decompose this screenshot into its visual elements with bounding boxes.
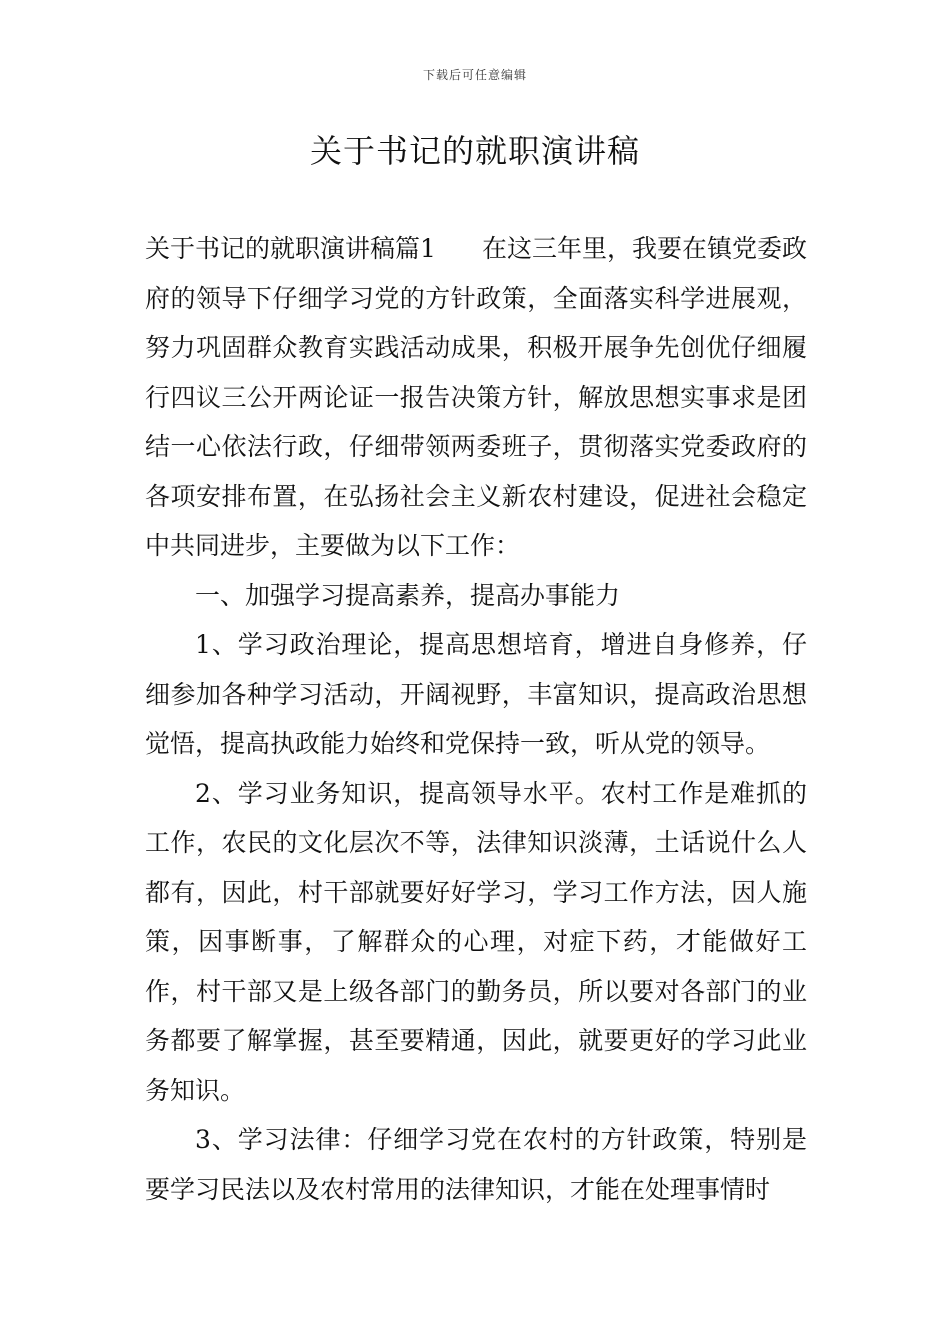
- section-heading: 一、加强学习提高素养，提高办事能力: [195, 580, 621, 610]
- paragraph-item-3: 3、学习法律：仔细学习党在农村的方针政策，特别是要学习民法以及农村常用的法律知识，才能在处理事情时: [145, 1125, 807, 1204]
- paragraph-item-2: 2、学习业务知识，提高领导水平。农村工作是难抓的工作，农民的文化层次不等，法律知识淡薄，土话说什么人都有，因此，村干部就要好好学习，学习工作方法，因人施策，因事断事，了解群众的心理，对症下药，才能做好工作，村干部又是上级各部门的勤务员，所以要对各部门的业务都要了解掌握，甚至要精通，因此，就要更好的学习此业务知识。: [145, 778, 807, 1105]
- header-note: 下载后可任意编辑: [422, 68, 527, 82]
- intro-paragraph: [145, 224, 807, 571]
- paragraph-item-1: 1、学习政治理论，提高思想培育，增进自身修养，仔细参加各种学习活动，开阔视野，丰富知识，提高政治思想觉悟，提高执政能力始终和党保持一致，听从党的领导。: [145, 630, 807, 758]
- intro-text: 在这三年里，我要在镇党委政府的领导下仔细学习党的方针政策，全面落实科学进展观，努力巩固群众教育实践活动成果，积极开展争先创优仔细履行四议三公开两论证一报告决策方针，解放思想实事求是团结一心依法行政，仔细带领两委班子，贯彻落实党委政府的各项安排布置，在弘扬社会主义新农村建设，促进社会稳定中共同进步，主要做为以下工作：: [145, 234, 807, 560]
- intro-lead: 关于书记的就职演讲稿篇1: [145, 234, 436, 263]
- document-body: [145, 224, 807, 1214]
- document-title: 关于书记的就职演讲稿: [309, 132, 640, 170]
